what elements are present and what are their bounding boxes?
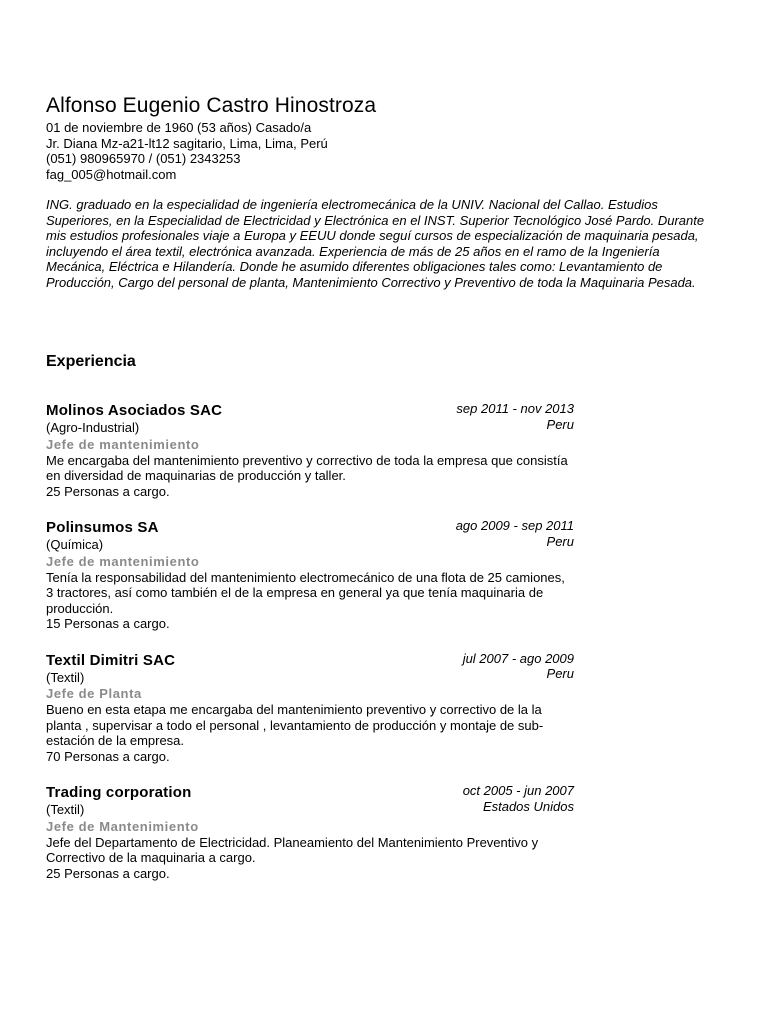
experience-heading: Experiencia bbox=[46, 353, 136, 370]
job-role: Jefe de mantenimiento bbox=[46, 553, 200, 569]
job-industry: (Textil) bbox=[46, 802, 85, 817]
job-role: Jefe de mantenimiento bbox=[46, 436, 200, 452]
job-location: Peru bbox=[546, 416, 574, 432]
candidate-name: Alfonso Eugenio Castro Hinostroza bbox=[46, 94, 377, 117]
company-name: Molinos Asociados SAC bbox=[46, 402, 223, 419]
phone-numbers: (051) 980965970 / (051) 2343253 bbox=[46, 151, 241, 166]
job-industry: (Textil) bbox=[46, 669, 85, 685]
job-industry: (Agro-Industrial) bbox=[46, 420, 140, 435]
job-location: Peru bbox=[546, 666, 574, 681]
job-description: Bueno en esta etapa me encargaba del mantenimiento preventivo y correctivo de la la planta , supervisar a todo el personal , levantamiento de producción y montaje de sub-estación de la empresa. bbox=[46, 702, 544, 748]
job-period: ago 2009 - sep 2011 bbox=[455, 518, 574, 533]
job-role: Jefe de Planta bbox=[46, 686, 142, 701]
company-name: Trading corporation bbox=[46, 784, 192, 801]
job-staff: 25 Personas a cargo. bbox=[46, 865, 170, 881]
job-description: Tenía la responsabilidad del mantenimiento electromecánico de una flota de 25 camiones, 3 tractores, así como también el de la empresa en general ya que tenía maquinaria de producción. bbox=[46, 569, 565, 616]
email: fag_005@hotmail.com bbox=[46, 166, 177, 182]
job-location: Peru bbox=[546, 533, 574, 549]
job-header bbox=[46, 650, 574, 681]
job-entry bbox=[46, 783, 574, 881]
contact-block bbox=[46, 120, 722, 182]
job-period: jul 2007 - ago 2009 bbox=[462, 650, 574, 666]
job-period: sep 2011 - nov 2013 bbox=[456, 401, 574, 416]
job-description: Jefe del Departamento de Electricidad. Planeamiento del Mantenimiento Preventivo y Correctivo de la maquinaria a cargo. bbox=[46, 834, 539, 865]
experience-list bbox=[46, 401, 574, 881]
job-meta bbox=[463, 783, 574, 814]
company-name: Textil Dimitri SAC bbox=[46, 651, 176, 669]
job-industry: (Química) bbox=[46, 537, 104, 552]
job-entry bbox=[46, 518, 574, 632]
job-staff: 70 Personas a cargo. bbox=[46, 748, 170, 764]
job-staff: 15 Personas a cargo. bbox=[46, 616, 170, 631]
birth-and-status: 01 de noviembre de 1960 (53 años) Casado/a bbox=[46, 120, 312, 135]
resume-content bbox=[46, 92, 722, 900]
job-period: oct 2005 - jun 2007 bbox=[462, 783, 574, 798]
job-entry bbox=[46, 401, 574, 499]
job-meta bbox=[456, 518, 574, 549]
job-role: Jefe de Mantenimiento bbox=[46, 818, 199, 834]
job-description: Me encargaba del mantenimiento preventivo y correctivo de toda la empresa que consistía en diversidad de maquinarias de producción y taller. bbox=[46, 452, 568, 483]
job-location: Estados Unidos bbox=[482, 798, 574, 814]
profile-summary: ING. graduado en la especialidad de ingeniería electromecánica de la UNIV. Nacional del Callao. Estudios Superiores, en la Especialidad de Electricidad y Electrónica en el INST. Superior Tecnológico José Pardo. Durante mis estudios profesionales viaje a Europa y EEUU donde seguí cursos de especialización de maquinaria pesada, incluyendo el área textil, electrónica avanzada. Experiencia de más de 25 años en el ramo de la Ingeniería Mecánica, Eléctrica e Hilandería. Donde he asumido diferentes obligaciones tales como: Levantamiento de Producción, Cargo del personal de planta, Mantenimiento Correctivo y Preventivo de toda la Maquinaria Pesada. bbox=[46, 197, 705, 290]
job-meta bbox=[463, 651, 574, 682]
company-name: Polinsumos SA bbox=[46, 519, 159, 536]
job-meta bbox=[456, 401, 574, 432]
address: Jr. Diana Mz-a21-lt12 sagitario, Lima, Lima, Perú bbox=[46, 135, 328, 151]
job-entry bbox=[46, 651, 574, 765]
job-staff: 25 Personas a cargo. bbox=[46, 483, 170, 499]
